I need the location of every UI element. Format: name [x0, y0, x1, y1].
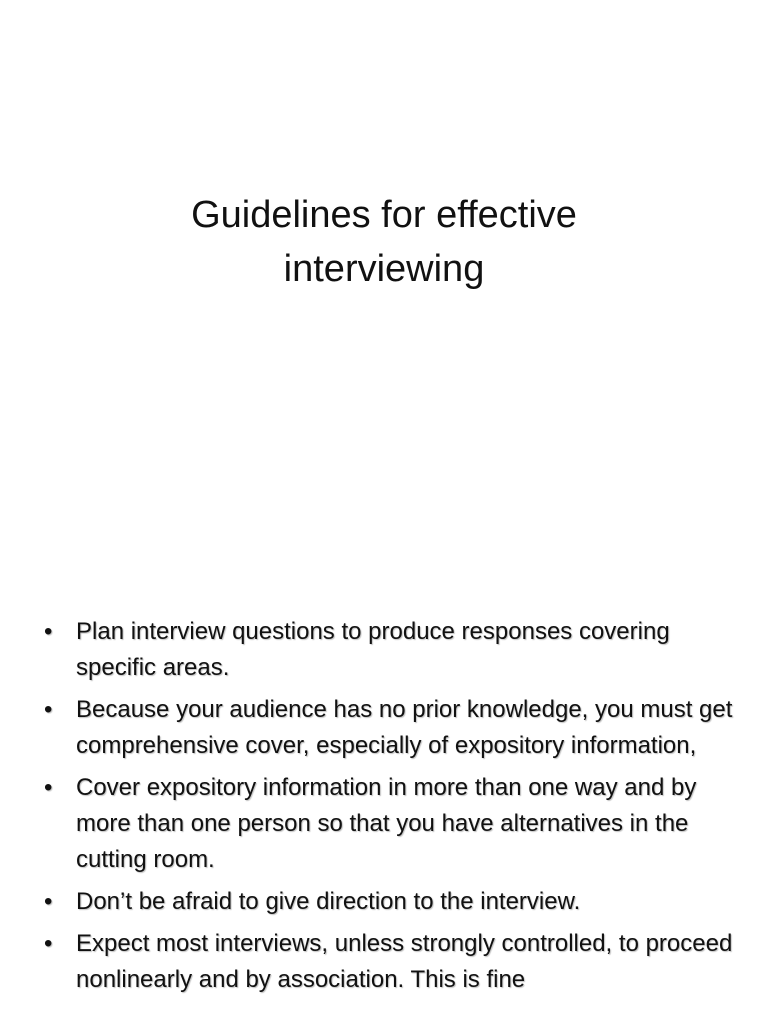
bullet-dot-icon: • [44, 888, 53, 915]
slide-title-line-1: Guidelines for effective [191, 194, 577, 236]
bullet-text: Because your audience has no prior knowledge, you must get comprehensive cover, especially of expository information, [76, 696, 733, 759]
bullet-item [40, 614, 740, 686]
bullet-text: Cover expository information in more than one way and by more than one person so that you have alternatives in the cutting room. [76, 774, 697, 873]
bullet-list [40, 614, 740, 1004]
bullet-item [40, 770, 740, 878]
bullet-item [40, 692, 740, 764]
bullet-item [40, 926, 740, 998]
slide-title [0, 188, 768, 296]
bullet-dot-icon: • [44, 930, 53, 957]
bullet-text: Don’t be afraid to give direction to the interview. [76, 888, 581, 915]
bullet-dot-icon: • [44, 618, 53, 645]
bullet-text: Expect most interviews, unless strongly controlled, to proceed nonlinearly and by association. This is fine [76, 930, 733, 993]
slide-title-line-2: interviewing [283, 248, 485, 290]
bullet-text: Plan interview questions to produce responses covering specific areas. [76, 618, 670, 681]
bullet-dot-icon: • [44, 774, 53, 801]
bullet-item [40, 884, 740, 920]
bullet-dot-icon: • [44, 696, 53, 723]
